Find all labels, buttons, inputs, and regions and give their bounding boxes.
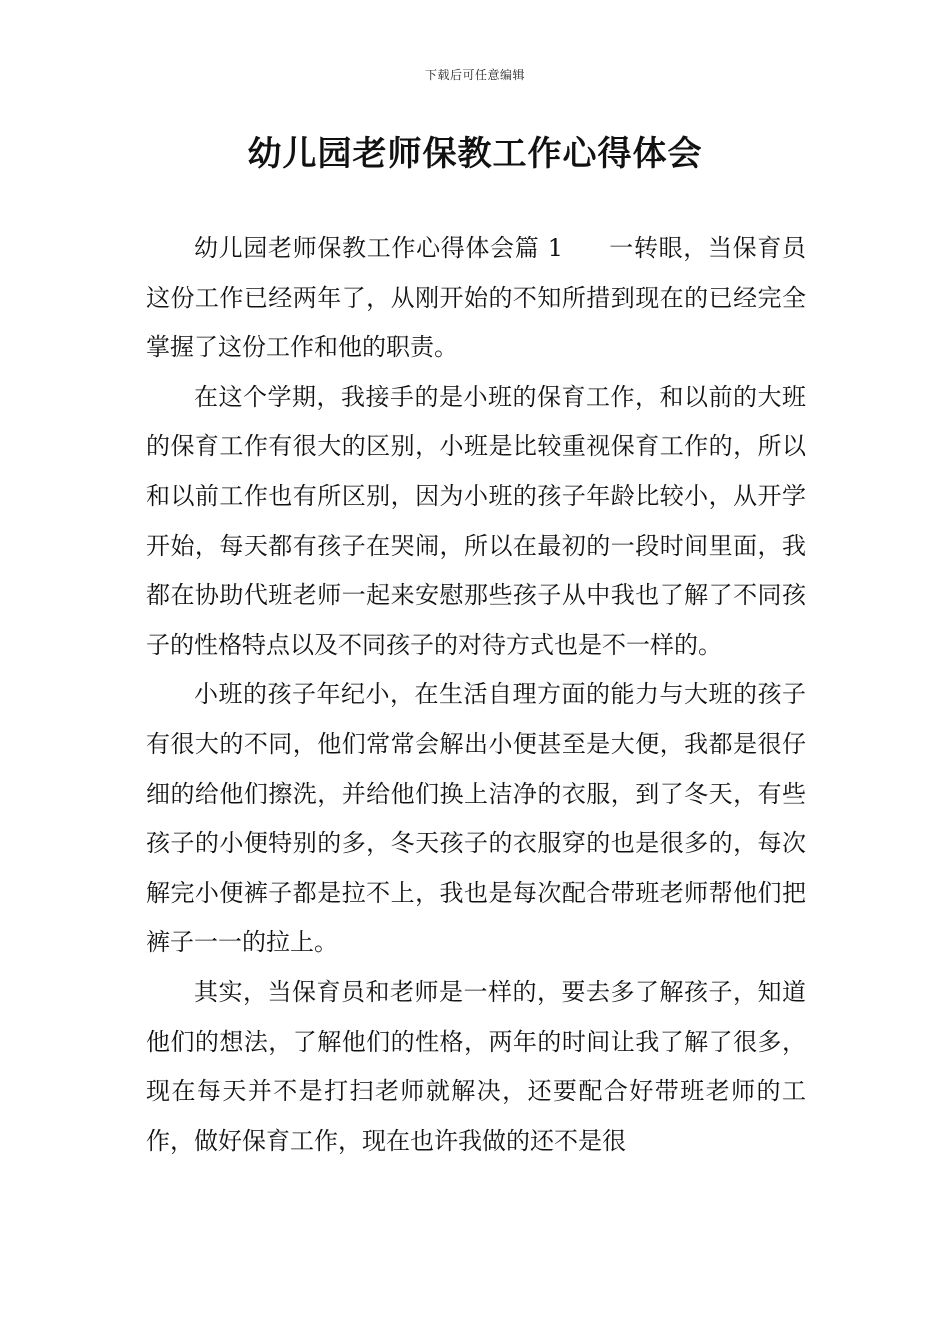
- document-title: 幼儿园老师保教工作心得体会: [247, 134, 703, 174]
- header-note: 下载后可任意编辑: [424, 68, 525, 82]
- paragraph-4: 其实，当保育员和老师是一样的，要去多了解孩子，知道他们的想法，了解他们的性格，两年的时间让我了解了很多，现在每天并不是打扫老师就解决，还要配合好带班老师的工作，做好保育工作，现在也许我做的还不是很: [146, 977, 806, 1155]
- paragraph-2: 在这个学期，我接手的是小班的保育工作，和以前的大班的保育工作有很大的区别，小班是比较重视保育工作的，所以和以前工作也有所区别，因为小班的孩子年龄比较小，从开学开始，每天都有孩子在哭闹，所以在最初的一段时间里面，我都在协助代班老师一起来安慰那些孩子从中我也了解了不同孩子的性格特点以及不同孩子的对待方式也是不一样的。: [146, 382, 806, 659]
- section-subtitle: 幼儿园老师保教工作心得体会篇 1: [194, 234, 564, 262]
- document-body: [146, 224, 806, 1166]
- paragraph-1-text: 一转眼，当保育员这份工作已经两年了，从刚开始的不知所措到现在的已经完全掌握了这份工作和他的职责。: [146, 234, 807, 362]
- paragraph-3: 小班的孩子年纪小，在生活自理方面的能力与大班的孩子有很大的不同，他们常常会解出小便甚至是大便，我都是很仔细的给他们擦洗，并给他们换上洁净的衣服，到了冬天，有些孩子的小便特别的多，冬天孩子的衣服穿的也是很多的，每次解完小便裤子都是拉不上，我也是每次配合带班老师帮他们把裤子一一的拉上。: [146, 680, 806, 957]
- paragraph-1: [146, 224, 806, 373]
